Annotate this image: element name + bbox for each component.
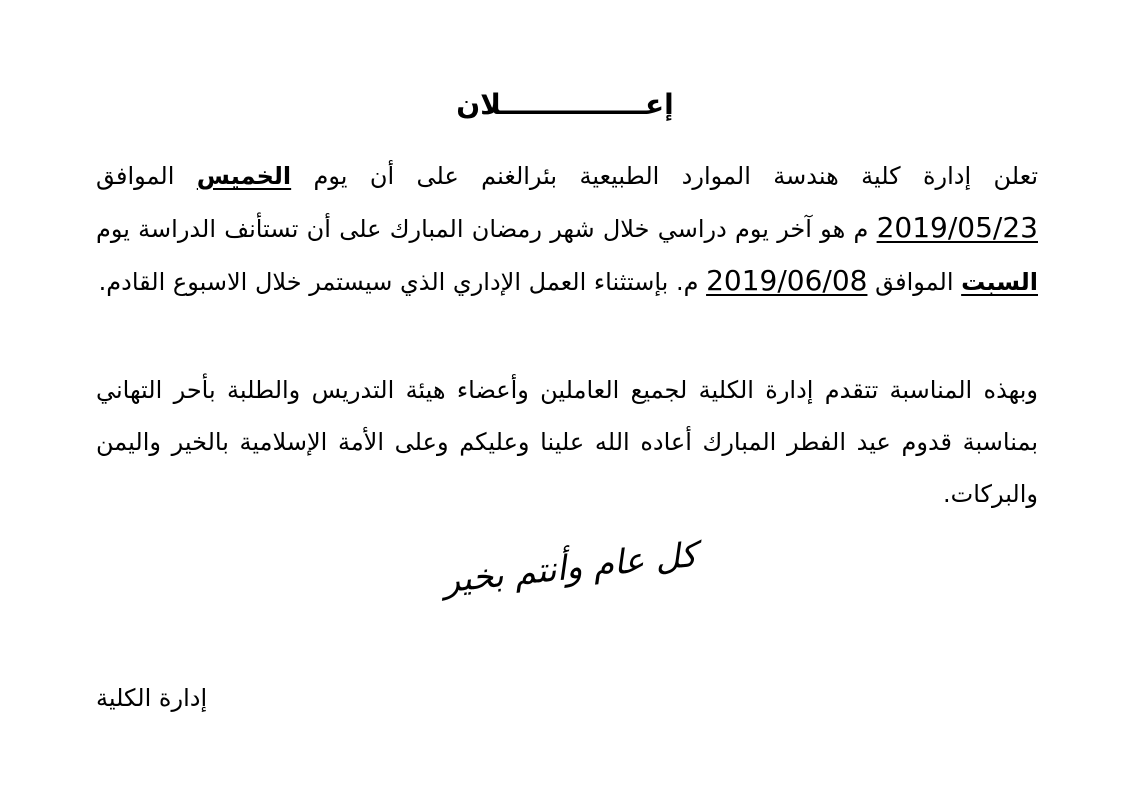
eid-greeting-calligraphy: كل عام وأنتم بخير (441, 534, 699, 602)
date-resume-study: 2019/06/08 (706, 264, 868, 297)
paragraph-1-text-c: م هو آخر يوم دراسي خلال شهر رمضان المبارك على أن تستأنف الدراسة يوم (96, 215, 877, 243)
day-thursday: الخميس (196, 162, 292, 190)
announcement-paragraph-2: وبهذه المناسبة تتقدم إدارة الكلية لجميع العاملين وأعضاء هيئة التدريس والطلبة بأحر التهاني بمناسبة قدوم عيد الفطر المبارك أعاده الله علينا وعليكم وعلى الأمة الإسلامية بالخير واليمن والبركات. (96, 376, 1038, 508)
day-saturday: السبت (961, 268, 1038, 296)
date-last-study-day: 2019/05/23 (876, 211, 1038, 244)
announcement-paragraph-1 (96, 150, 1038, 308)
paragraph-1-text-e: م. بإستثناء العمل الإداري الذي سيستمر خلال الاسبوع القادم. (98, 268, 707, 296)
signature-college-administration: إدارة الكلية (96, 684, 208, 712)
paragraph-1-text-a: تعلن إدارة كلية هندسة الموارد الطبيعية بئرالغنم على أن يوم (291, 162, 1038, 190)
paragraph-1-text-d: الموافق (867, 268, 962, 296)
paragraph-1-text-b: الموافق (96, 162, 197, 190)
announcement-title: إعـــــــــــــــلان (456, 88, 674, 121)
